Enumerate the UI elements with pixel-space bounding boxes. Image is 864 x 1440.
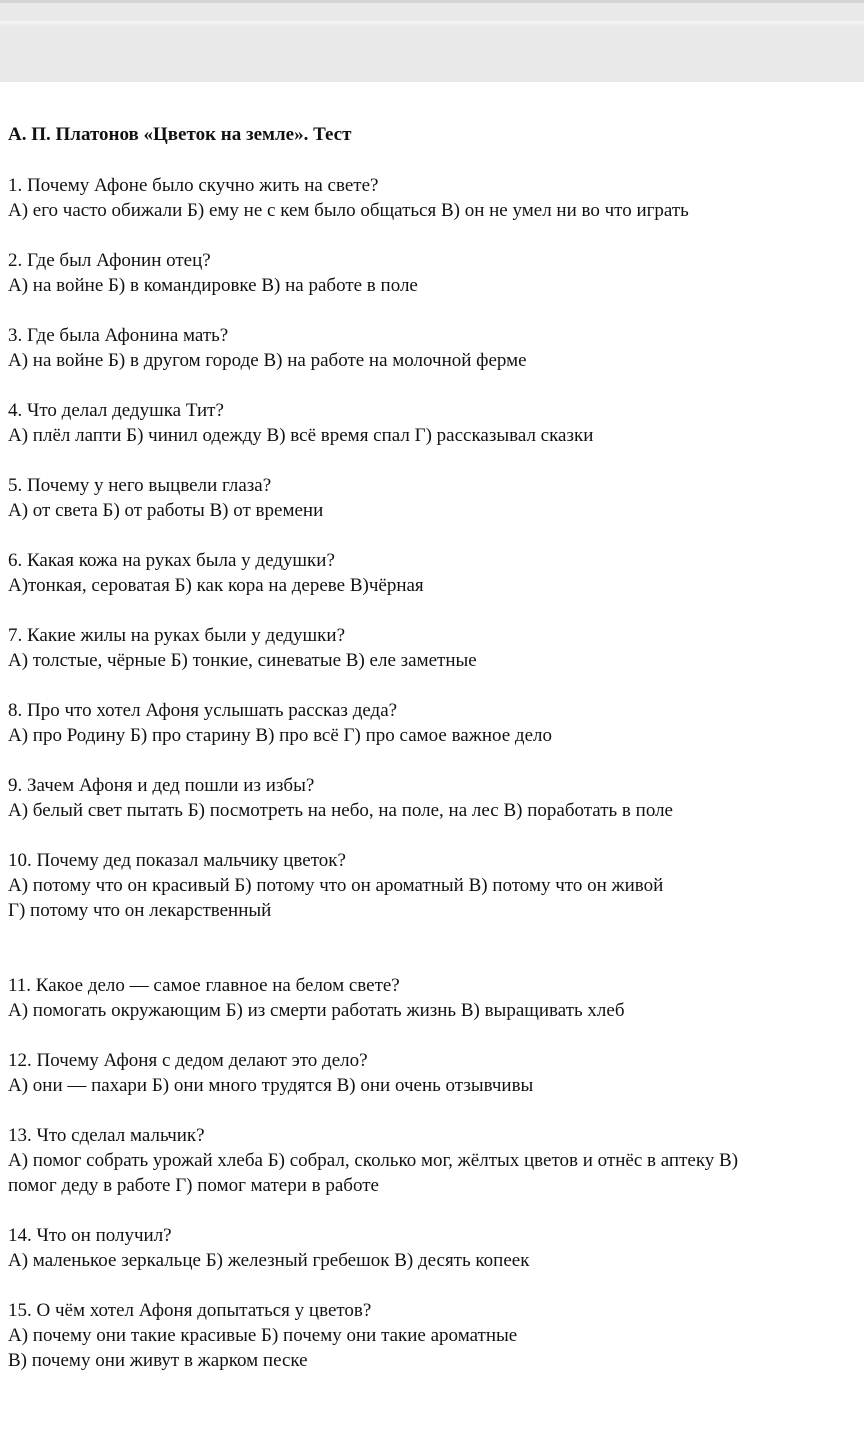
answer-options-continued: Г) потому что он лекарственный xyxy=(8,900,272,921)
question-text: 13. Что сделал мальчик? xyxy=(8,1125,205,1146)
question-text: 8. Про что хотел Афоня услышать рассказ деда? xyxy=(8,700,398,721)
answer-options: А) помогать окружающим Б) из смерти работать жизнь В) выращивать хлеб xyxy=(8,1000,625,1021)
answer-options: А) помог собрать урожай хлеба Б) собрал, сколько мог, жёлтых цветов и отнёс в аптеку В) xyxy=(8,1150,739,1171)
answer-options: А) они — пахари Б) они много трудятся В) они очень отзывчивы xyxy=(8,1075,534,1096)
answer-options-continued: В) почему они живут в жарком песке xyxy=(8,1350,308,1371)
answer-options: А) его часто обижали Б) ему не с кем было общаться В) он не умел ни во что играть xyxy=(8,200,689,221)
question-4 xyxy=(8,398,858,448)
question-3 xyxy=(8,323,858,373)
question-text: 4. Что делал дедушка Тит? xyxy=(8,400,224,421)
answer-options-continued: помог деду в работе Г) помог матери в работе xyxy=(8,1175,379,1196)
answer-options: А) потому что он красивый Б) потому что он ароматный В) потому что он живой xyxy=(8,875,664,896)
question-2 xyxy=(8,248,858,298)
answer-options: А) почему они такие красивые Б) почему они такие ароматные xyxy=(8,1325,518,1346)
question-text: 2. Где был Афонин отец? xyxy=(8,250,211,271)
question-5 xyxy=(8,473,858,523)
question-text: 11. Какое дело — самое главное на белом свете? xyxy=(8,975,400,996)
answer-options: А) маленькое зеркальце Б) железный гребешок В) десять копеек xyxy=(8,1250,530,1271)
answer-options: А)тонкая, сероватая Б) как кора на дереве В)чёрная xyxy=(8,575,424,596)
question-text: 14. Что он получил? xyxy=(8,1225,172,1246)
question-text: 1. Почему Афоне было скучно жить на свете? xyxy=(8,175,379,196)
question-10 xyxy=(8,848,858,923)
answer-options: А) на войне Б) в другом городе В) на работе на молочной ферме xyxy=(8,350,527,371)
question-text: 3. Где была Афонина мать? xyxy=(8,325,229,346)
question-12 xyxy=(8,1048,858,1098)
question-1 xyxy=(8,173,858,223)
answer-options: А) от света Б) от работы В) от времени xyxy=(8,500,324,521)
document-body xyxy=(8,122,858,1373)
question-text: 12. Почему Афоня с дедом делают это дело? xyxy=(8,1050,368,1071)
question-14 xyxy=(8,1223,858,1273)
answer-options: А) плёл лапти Б) чинил одежду В) всё время спал Г) рассказывал сказки xyxy=(8,425,594,446)
question-6 xyxy=(8,548,858,598)
question-8 xyxy=(8,698,858,748)
question-text: 15. О чём хотел Афоня допытаться у цветов? xyxy=(8,1300,372,1321)
answer-options: А) про Родину Б) про старину В) про всё Г) про самое важное дело xyxy=(8,725,553,746)
answer-options: А) белый свет пытать Б) посмотреть на небо, на поле, на лес В) поработать в поле xyxy=(8,800,673,821)
question-15 xyxy=(8,1298,858,1373)
question-7 xyxy=(8,623,858,673)
answer-options: А) толстые, чёрные Б) тонкие, синеватые В) еле заметные xyxy=(8,650,477,671)
browser-top-bar xyxy=(0,0,864,82)
question-text: 7. Какие жилы на руках были у дедушки? xyxy=(8,625,346,646)
question-11 xyxy=(8,973,858,1023)
question-text: 9. Зачем Афоня и дед пошли из избы? xyxy=(8,775,315,796)
question-9 xyxy=(8,773,858,823)
document-title: А. П. Платонов «Цветок на земле». Тест xyxy=(8,124,352,145)
question-text: 6. Какая кожа на руках была у дедушки? xyxy=(8,550,335,571)
top-bar-shadow xyxy=(0,21,864,27)
answer-options: А) на войне Б) в командировке В) на работе в поле xyxy=(8,275,418,296)
question-text: 10. Почему дед показал мальчику цветок? xyxy=(8,850,346,871)
question-text: 5. Почему у него выцвели глаза? xyxy=(8,475,272,496)
question-13 xyxy=(8,1123,858,1198)
